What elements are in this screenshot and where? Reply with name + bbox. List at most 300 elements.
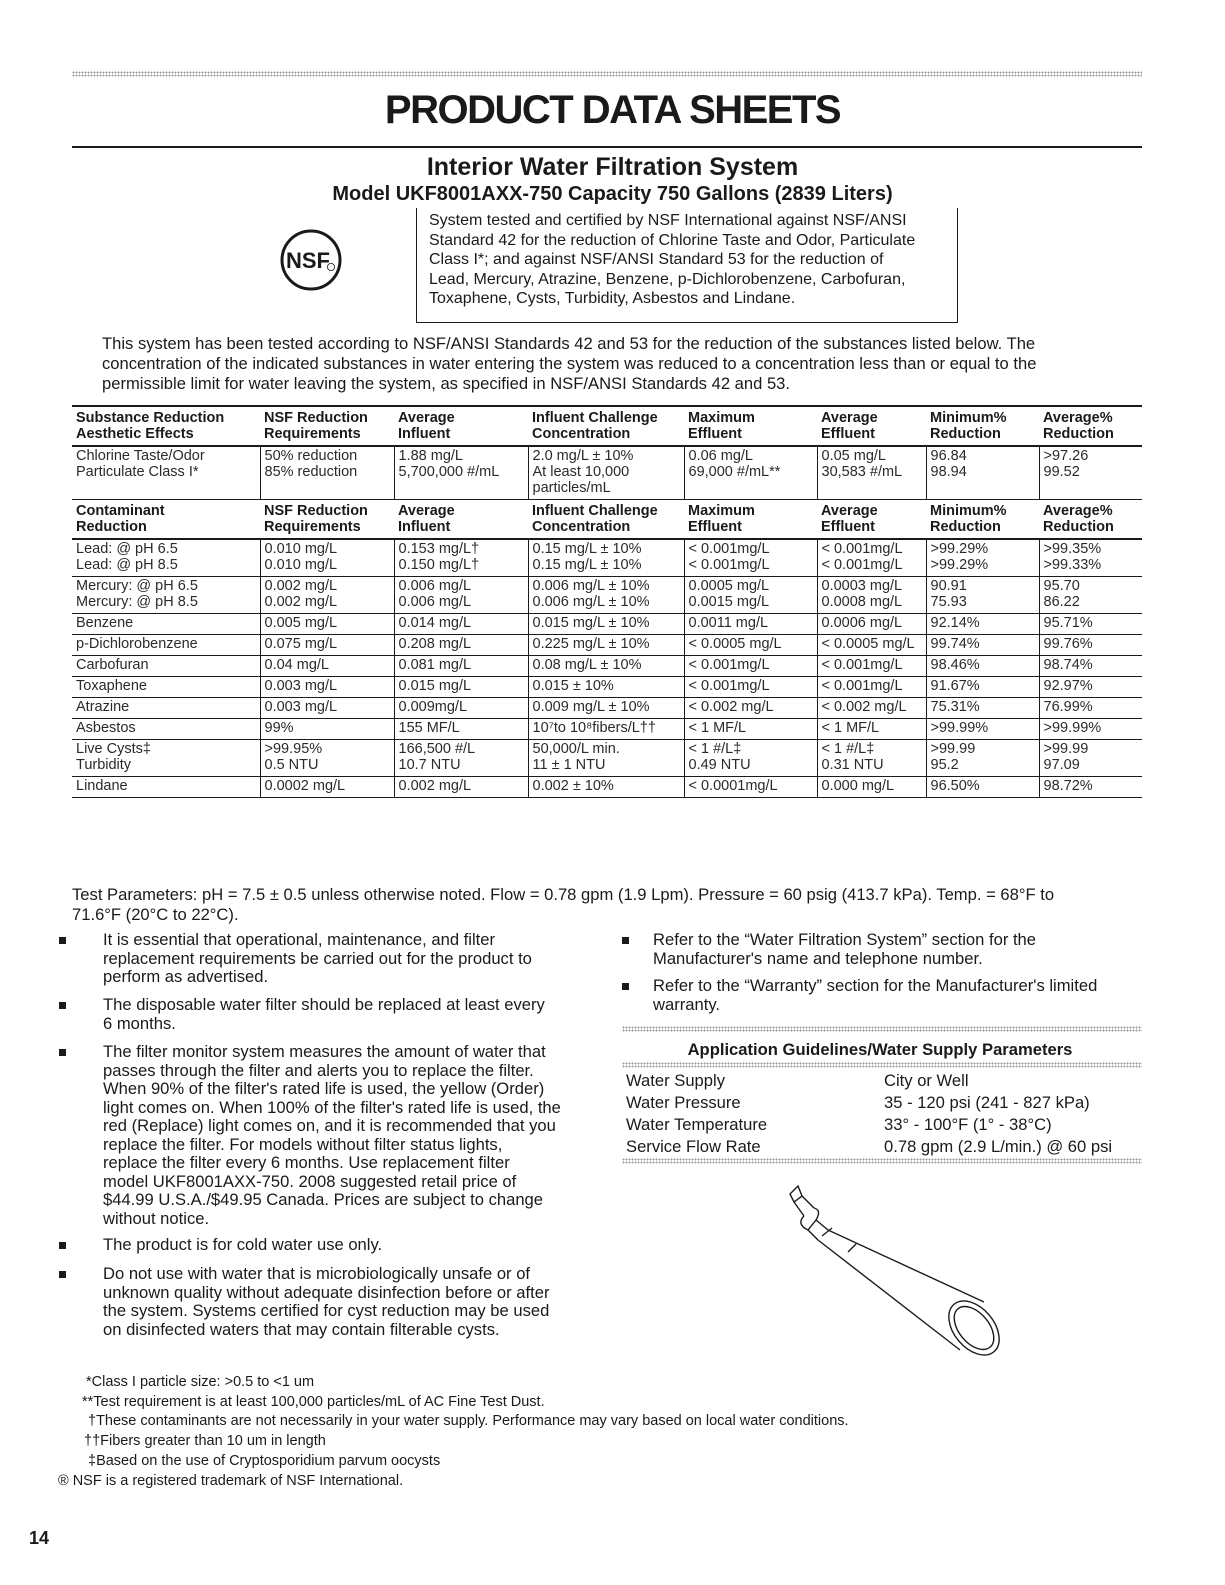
- table-cell-line: 0.015 ± 10%: [532, 678, 614, 694]
- app-top-dotted-rule: [622, 1026, 1142, 1032]
- table-cell-line: Average: [398, 503, 455, 519]
- table-cell: [394, 577, 528, 614]
- table-cell-line: Lindane: [76, 778, 128, 794]
- table-cell-line: Maximum: [688, 410, 755, 426]
- table-cell-line: 98.72%: [1043, 778, 1093, 794]
- table-cell-line: 155 MF/L: [398, 720, 460, 736]
- table-cell-line: 98.46%: [930, 657, 980, 673]
- footnote: ††Fibers greater than 10 um in length: [84, 1433, 326, 1449]
- table-cell: [1039, 614, 1142, 635]
- table-cell-line: 0.0011 mg/L: [688, 615, 769, 631]
- table-cell-line: 0.225 mg/L ± 10%: [532, 636, 650, 652]
- table-cell-line: 0.006 mg/L: [398, 594, 472, 610]
- table-cell-line: < 0.001mg/L: [688, 657, 770, 673]
- table-cell-line: 0.002 mg/L: [264, 578, 338, 594]
- table-cell: [684, 500, 817, 540]
- bullet-line: the system. Systems certified for cyst reduction may be used: [103, 1301, 550, 1320]
- table-cell: [926, 539, 1039, 577]
- table-cell: [394, 635, 528, 656]
- app-row-label: Water Supply: [626, 1071, 725, 1090]
- table-cell: [817, 740, 926, 777]
- table-cell: [1039, 635, 1142, 656]
- table-cell-line: Influent: [398, 519, 451, 535]
- app-row-value: 35 - 120 psi (241 - 827 kPa): [884, 1093, 1090, 1112]
- table-cell-line: 96.50%: [930, 778, 980, 794]
- table-row: [72, 698, 1142, 719]
- table-cell: [394, 740, 528, 777]
- table-cell: [260, 614, 394, 635]
- table-cell-line: 85% reduction: [264, 464, 358, 480]
- table-cell-line: Toxaphene: [76, 678, 147, 694]
- table-cell-line: 96.84: [930, 448, 967, 464]
- table-cell-line: 0.010 mg/L: [264, 541, 338, 557]
- bullet-square-icon: [59, 1242, 66, 1249]
- table-cell: [1039, 677, 1142, 698]
- table-cell-line: 0.06 mg/L: [688, 448, 753, 464]
- table-cell: [817, 698, 926, 719]
- table-cell-line: Asbestos: [76, 720, 136, 736]
- table-cell-line: < 0.001mg/L: [821, 541, 903, 557]
- bullet-line: passes through the filter and alerts you to replace the filter.: [103, 1060, 534, 1080]
- table-cell: [926, 577, 1039, 614]
- table-cell: [528, 677, 684, 698]
- table-cell: [926, 635, 1039, 656]
- table-cell-line: 11 ± 1 NTU: [532, 757, 606, 773]
- table-cell-line: Benzene: [76, 615, 134, 631]
- reduction-table: [72, 405, 1142, 798]
- table-cell: [817, 406, 926, 446]
- table-cell-line: 95.2: [930, 757, 959, 773]
- table-cell-line: 97.09: [1043, 757, 1080, 773]
- table-cell-line: Reduction: [1043, 426, 1114, 442]
- table-cell-line: 0.015 mg/L ± 10%: [532, 615, 650, 631]
- table-cell-line: Influent Challenge: [532, 410, 658, 426]
- table-cell: [684, 677, 817, 698]
- table-cell: [260, 406, 394, 446]
- table-cell-line: At least 10,000: [532, 464, 630, 480]
- table-cell-line: Minimum%: [930, 503, 1007, 519]
- table-header-row: [72, 500, 1142, 540]
- footnote: ® NSF is a registered trademark of NSF International.: [58, 1473, 404, 1489]
- table-cell-line: 0.05 mg/L: [821, 448, 886, 464]
- table-row: [72, 677, 1142, 698]
- table-row: [72, 539, 1142, 577]
- table-cell: [926, 656, 1039, 677]
- bullet-square-icon: [59, 937, 66, 944]
- table-cell: [528, 777, 684, 798]
- table-row: [72, 719, 1142, 740]
- table-cell-line: 90.91: [930, 578, 967, 594]
- table-cell-line: < 1 #/L‡: [688, 741, 742, 757]
- table-cell-line: 30,583 #/mL: [821, 464, 903, 480]
- model-line: Model UKF8001AXX-750 Capacity 750 Gallons (2839 Liters): [332, 183, 893, 205]
- table-cell-line: < 1 MF/L: [821, 720, 880, 736]
- table-cell: [817, 614, 926, 635]
- table-cell: [394, 500, 528, 540]
- table-cell-line: 0.006 mg/L ± 10%: [532, 578, 650, 594]
- table-cell: [528, 635, 684, 656]
- table-cell: [394, 677, 528, 698]
- table-cell-line: 0.153 mg/L†: [398, 541, 480, 557]
- table-cell-line: Concentration: [532, 519, 631, 535]
- table-cell: [528, 614, 684, 635]
- table-cell-line: 10.7 NTU: [398, 757, 461, 773]
- table-cell-line: Effluent: [688, 519, 742, 535]
- cert-line: System tested and certified by NSF International against NSF/ANSI: [429, 212, 907, 229]
- table-cell-line: 95.70: [1043, 578, 1080, 594]
- table-cell-line: Contaminant: [76, 503, 165, 519]
- table-cell: [1039, 500, 1142, 540]
- table-cell: [684, 577, 817, 614]
- table-cell-line: 0.0006 mg/L: [821, 615, 903, 631]
- table-cell: [684, 406, 817, 446]
- table-cell-line: 95.71%: [1043, 615, 1093, 631]
- page-number: 14: [29, 1528, 50, 1548]
- table-cell: [260, 539, 394, 577]
- intro-line: concentration of the indicated substances in water entering the system was reduced to a concentration less than or equal to the: [102, 354, 1037, 373]
- table-cell-line: 0.0002 mg/L: [264, 778, 346, 794]
- bullet-square-icon: [59, 1049, 66, 1056]
- table-cell: [72, 777, 260, 798]
- table-cell-line: >99.33%: [1043, 557, 1102, 573]
- table-cell: [1039, 777, 1142, 798]
- cert-line: Class I*; and against NSF/ANSI Standard 53 for the reduction of: [429, 251, 884, 268]
- table-cell-line: 92.14%: [930, 615, 980, 631]
- footnote: *Class I particle size: >0.5 to <1 um: [86, 1374, 315, 1390]
- bullet-line: Refer to the “Water Filtration System” section for the: [653, 930, 1037, 949]
- water-filter-cartridge-image: [760, 1180, 1020, 1365]
- table-cell: [926, 406, 1039, 446]
- table-cell-line: 0.075 mg/L: [264, 636, 338, 652]
- table-cell: [926, 446, 1039, 500]
- table-cell: [817, 777, 926, 798]
- section-title: Interior Water Filtration System: [426, 153, 799, 181]
- table-cell-line: Reduction: [930, 426, 1001, 442]
- table-cell-line: 0.150 mg/L†: [398, 557, 480, 573]
- bullet-line: Manufacturer's name and telephone number.: [653, 948, 983, 968]
- table-cell-line: 0.010 mg/L: [264, 557, 338, 573]
- table-cell: [528, 500, 684, 540]
- table-cell: [1039, 698, 1142, 719]
- nsf-logo: [280, 229, 342, 291]
- table-cell-line: < 0.001mg/L: [821, 657, 903, 673]
- table-cell-line: 0.015 mg/L: [398, 678, 472, 694]
- table-cell-line: 0.003 mg/L: [264, 678, 338, 694]
- table-cell: [684, 777, 817, 798]
- bullet-line: 6 months.: [103, 1013, 176, 1033]
- table-cell-line: < 0.001mg/L: [688, 678, 770, 694]
- table-cell: [394, 719, 528, 740]
- app-row-value: 0.78 gpm (2.9 L/min.) @ 60 psi: [884, 1137, 1113, 1156]
- table-cell-line: Concentration: [532, 426, 631, 442]
- table-cell-line: < 0.002 mg/L: [821, 699, 907, 715]
- table-cell-line: 0.006 mg/L ± 10%: [532, 594, 650, 610]
- table-header-row: [72, 406, 1142, 446]
- table-cell-line: >99.29%: [930, 541, 989, 557]
- cert-line: Toxaphene, Cysts, Turbidity, Asbestos and Lindane.: [429, 290, 796, 307]
- table-cell-line: 0.009 mg/L ± 10%: [532, 699, 650, 715]
- table-cell: [817, 677, 926, 698]
- table-cell: [72, 500, 260, 540]
- table-cell-line: Requirements: [264, 519, 361, 535]
- footnote: †These contaminants are not necessarily in your water supply. Performance may vary based on local water conditions.: [88, 1413, 849, 1429]
- table-cell-line: 0.49 NTU: [688, 757, 751, 773]
- table-cell-line: Reduction: [930, 519, 1001, 535]
- table-cell-line: 0.0003 mg/L: [821, 578, 903, 594]
- table-cell-line: Carbofuran: [76, 657, 149, 673]
- table-cell-line: < 0.001mg/L: [821, 557, 903, 573]
- table-cell: [926, 698, 1039, 719]
- table-cell-line: 76.99%: [1043, 699, 1093, 715]
- table-cell: [1039, 446, 1142, 500]
- table-cell: [528, 577, 684, 614]
- table-cell-line: 99.76%: [1043, 636, 1093, 652]
- bullet-line: The disposable water filter should be replaced at least every: [103, 995, 545, 1014]
- table-cell: [394, 446, 528, 500]
- table-cell: [1039, 740, 1142, 777]
- table-cell: [926, 500, 1039, 540]
- table-cell-line: 69,000 #/mL**: [688, 464, 781, 480]
- table-cell-line: 86.22: [1043, 594, 1080, 610]
- table-cell-line: 0.15 mg/L ± 10%: [532, 541, 642, 557]
- table-cell-line: 91.67%: [930, 678, 980, 694]
- table-cell-line: NSF Reduction: [264, 503, 368, 519]
- table-cell-line: < 0.001mg/L: [688, 557, 770, 573]
- table-cell-line: 50,000/L min.: [532, 741, 620, 757]
- table-cell: [817, 539, 926, 577]
- table-cell-line: Atrazine: [76, 699, 130, 715]
- table-cell-line: 99.52: [1043, 464, 1080, 480]
- table-cell-line: Live Cysts‡: [76, 741, 151, 757]
- table-cell: [260, 719, 394, 740]
- table-cell: [260, 577, 394, 614]
- table-cell: [72, 677, 260, 698]
- table-cell-line: 0.002 mg/L: [264, 594, 338, 610]
- table-cell-line: 0.0005 mg/L: [688, 578, 770, 594]
- table-cell-line: Effluent: [821, 519, 875, 535]
- table-cell-line: 0.15 mg/L ± 10%: [532, 557, 642, 573]
- bullet-line: It is essential that operational, maintenance, and filter: [103, 930, 496, 949]
- table-cell: [528, 656, 684, 677]
- table-cell-line: Average%: [1043, 410, 1113, 426]
- table-cell-line: 92.97%: [1043, 678, 1093, 694]
- table-cell-line: 99%: [264, 720, 294, 736]
- bullet-line: unknown quality without adequate disinfection before or after: [103, 1282, 550, 1302]
- table-cell-line: Lead: @ pH 8.5: [76, 557, 178, 573]
- table-cell-line: Effluent: [821, 426, 875, 442]
- table-cell-line: 0.5 NTU: [264, 757, 319, 773]
- bullet-line: replace the filter every 6 months. Use replacement filter: [103, 1153, 510, 1172]
- intro-line: permissible limit for water leaving the system, as specified in NSF/ANSI Standards 42 and 53.: [102, 374, 791, 393]
- test-parameters-line: Test Parameters: pH = 7.5 ± 0.5 unless otherwise noted. Flow = 0.78 gpm (1.9 Lpm). Pressure = 60 psig (413.7 kPa). Temp. = 68°F to: [72, 885, 1055, 904]
- table-cell-line: 0.04 mg/L: [264, 657, 329, 673]
- table-cell-line: < 1 #/L‡: [821, 741, 875, 757]
- table-cell: [72, 406, 260, 446]
- table-cell: [394, 614, 528, 635]
- table-cell-line: 5,700,000 #/mL: [398, 464, 500, 480]
- table-cell: [528, 740, 684, 777]
- table-cell-line: Average: [821, 503, 878, 519]
- bullet-square-icon: [622, 983, 629, 990]
- table-cell: [817, 656, 926, 677]
- table-cell: [1039, 719, 1142, 740]
- table-cell: [684, 719, 817, 740]
- table-cell-line: 0.08 mg/L ± 10%: [532, 657, 642, 673]
- certification-box: [416, 208, 958, 323]
- table-cell-line: 99.74%: [930, 636, 980, 652]
- table-cell-line: < 1 MF/L: [688, 720, 747, 736]
- table-cell-line: 0.002 mg/L: [398, 778, 472, 794]
- app-bottom-dotted-rule: [622, 1158, 1142, 1164]
- table-cell-line: p-Dichlorobenzene: [76, 636, 198, 652]
- table-cell-line: Substance Reduction: [76, 410, 225, 426]
- table-cell-line: >99.99%: [1043, 720, 1102, 736]
- table-cell: [72, 719, 260, 740]
- table-cell-line: 50% reduction: [264, 448, 358, 464]
- table-cell: [72, 740, 260, 777]
- table-cell-line: < 0.001mg/L: [688, 541, 770, 557]
- table-cell: [926, 719, 1039, 740]
- bullet-line: $44.99 U.S.A./$49.95 Canada. Prices are subject to change: [103, 1190, 544, 1209]
- table-cell-line: Average: [398, 410, 455, 426]
- app-row-value: City or Well: [884, 1071, 969, 1090]
- bullet-line: replace the filter. For models without filter status lights,: [103, 1134, 503, 1154]
- table-cell-line: particles/mL: [532, 480, 611, 496]
- table-cell: [684, 539, 817, 577]
- table-row: [72, 577, 1142, 614]
- table-cell: [72, 635, 260, 656]
- table-cell-line: Average: [821, 410, 878, 426]
- table-cell-line: 0.0008 mg/L: [821, 594, 903, 610]
- table-cell-line: Average%: [1043, 503, 1113, 519]
- table-cell: [926, 777, 1039, 798]
- bullet-line: on disinfected waters that may contain filterable cysts.: [103, 1319, 500, 1339]
- cert-line: Lead, Mercury, Atrazine, Benzene, p-Dichlorobenzene, Carbofuran,: [429, 270, 906, 288]
- app-row-label: Water Pressure: [626, 1093, 741, 1112]
- nsf-logo-text: NSF: [286, 248, 330, 273]
- table-cell: [260, 500, 394, 540]
- table-row: [72, 740, 1142, 777]
- app-guidelines-title: Application Guidelines/Water Supply Parameters: [687, 1040, 1073, 1059]
- table-cell-line: Minimum%: [930, 410, 1007, 426]
- table-cell-line: >99.99%: [930, 720, 989, 736]
- table-cell-line: 0.208 mg/L: [398, 636, 472, 652]
- table-cell-line: 1.88 mg/L: [398, 448, 463, 464]
- table-cell: [817, 500, 926, 540]
- table-cell: [394, 539, 528, 577]
- table-cell-line: 0.005 mg/L: [264, 615, 338, 631]
- table-cell: [72, 539, 260, 577]
- table-cell: [1039, 656, 1142, 677]
- table-cell-line: >99.35%: [1043, 541, 1102, 557]
- table-cell: [72, 698, 260, 719]
- table-cell-line: >99.99: [1043, 741, 1089, 757]
- bullet-line: replacement requirements be carried out for the product to: [103, 948, 532, 968]
- table-cell-line: Influent: [398, 426, 451, 442]
- bullet-line: light comes on. When 100% of the filter's rated life is used, the: [103, 1097, 561, 1117]
- table-cell: [260, 656, 394, 677]
- table-row: [72, 635, 1142, 656]
- table-cell: [260, 677, 394, 698]
- bullet-line: warranty.: [653, 994, 721, 1014]
- table-cell: [260, 740, 394, 777]
- page-title: PRODUCT DATA SHEETS: [384, 88, 841, 132]
- bullet-square-icon: [59, 1002, 66, 1009]
- table-cell-line: 10⁷to 10⁸fibers/L††: [532, 720, 656, 736]
- table-cell: [817, 577, 926, 614]
- table-cell-line: 0.000 mg/L: [821, 778, 895, 794]
- table-cell: [394, 406, 528, 446]
- table-cell: [72, 656, 260, 677]
- table-row: [72, 656, 1142, 677]
- cert-line: Standard 42 for the reduction of Chlorine Taste and Odor, Particulate: [429, 231, 916, 249]
- app-row-value: 33° - 100°F (1° - 38°C): [884, 1115, 1052, 1134]
- table-cell-line: < 0.002 mg/L: [688, 699, 774, 715]
- title-rule: [72, 146, 1142, 148]
- footnote: ‡Based on the use of Cryptosporidium parvum oocysts: [88, 1453, 441, 1469]
- bullet-line: red (Replace) light comes on, and it is recommended that you: [103, 1116, 556, 1135]
- bullet-line: The product is for cold water use only.: [103, 1235, 383, 1254]
- table-cell: [260, 698, 394, 719]
- table-cell-line: 0.0015 mg/L: [688, 594, 770, 610]
- intro-line: This system has been tested according to NSF/ANSI Standards 42 and 53 for the reduction of the substances listed below. The: [102, 334, 1036, 353]
- table-cell: [260, 777, 394, 798]
- bullet-line: Do not use with water that is microbiologically unsafe or of: [103, 1264, 531, 1283]
- table-cell: [684, 635, 817, 656]
- table-cell-line: < 0.0005 mg/L: [821, 636, 915, 652]
- table-cell: [926, 740, 1039, 777]
- table-cell-line: NSF Reduction: [264, 410, 368, 426]
- table-cell-line: Requirements: [264, 426, 361, 442]
- table-cell: [1039, 577, 1142, 614]
- table-cell-line: 75.31%: [930, 699, 980, 715]
- table-row: [72, 446, 1142, 500]
- table-cell-line: Mercury: @ pH 8.5: [76, 594, 198, 610]
- table-cell: [817, 446, 926, 500]
- table-cell-line: Reduction: [76, 519, 147, 535]
- table-cell: [72, 614, 260, 635]
- table-row: [72, 777, 1142, 798]
- table-cell: [528, 446, 684, 500]
- table-cell-line: >97.26: [1043, 448, 1089, 464]
- table-cell: [926, 614, 1039, 635]
- bullet-line: When 90% of the filter's rated life is used, the yellow (Order): [103, 1079, 545, 1098]
- bullet-line: The filter monitor system measures the amount of water that: [103, 1042, 546, 1061]
- bullet-line: model UKF8001AXX-750. 2008 suggested retail price of: [103, 1171, 517, 1191]
- table-cell: [394, 698, 528, 719]
- table-cell: [684, 740, 817, 777]
- table-cell-line: < 0.0001mg/L: [688, 778, 778, 794]
- table-cell: [817, 719, 926, 740]
- table-cell-line: >99.29%: [930, 557, 989, 573]
- intro-paragraph: [102, 334, 1132, 394]
- bullet-line: Refer to the “Warranty” section for the Manufacturer's limited: [653, 976, 1098, 995]
- table-cell-line: 75.93: [930, 594, 967, 610]
- table-cell-line: Reduction: [1043, 519, 1114, 535]
- table-cell-line: Particulate Class I*: [76, 464, 199, 480]
- top-dotted-rule: [72, 71, 1142, 77]
- table-cell-line: 0.009mg/L: [398, 699, 468, 715]
- table-cell: [394, 656, 528, 677]
- table-cell-line: Mercury: @ pH 6.5: [76, 578, 198, 594]
- table-cell: [926, 677, 1039, 698]
- table-cell-line: >99.95%: [264, 741, 323, 757]
- table-cell: [684, 698, 817, 719]
- table-cell: [817, 635, 926, 656]
- table-cell-line: 0.002 ± 10%: [532, 778, 614, 794]
- table-cell-line: 2.0 mg/L ± 10%: [532, 448, 634, 464]
- table-cell-line: < 0.0005 mg/L: [688, 636, 782, 652]
